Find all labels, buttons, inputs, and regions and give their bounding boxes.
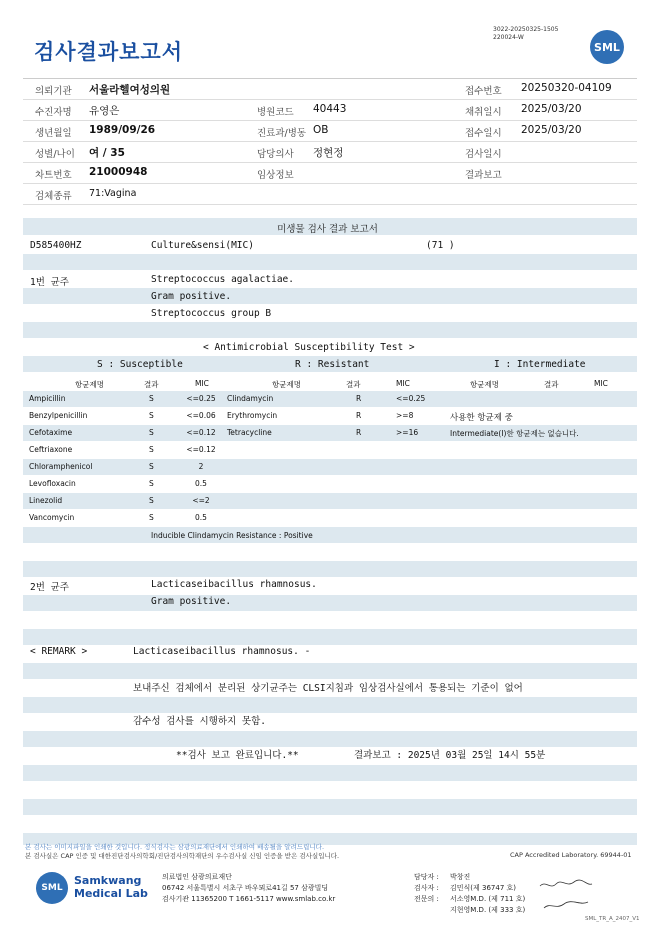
antibiotic-mic: 0.5	[195, 479, 207, 488]
label-specimen: 검체종류	[35, 191, 72, 202]
antibiotic-result: S	[149, 496, 154, 505]
staff-name: 김민식(제 36747 호)	[450, 884, 516, 892]
value-patient-name: 유영은	[89, 105, 120, 117]
antibiotic-name: Benzylpenicillin	[29, 411, 88, 420]
antibiotic-mic: <=0.12	[186, 445, 216, 454]
header-row	[23, 184, 637, 205]
header-antibiotic: 항균제명	[75, 380, 104, 389]
label-report-date: 결과보고	[465, 170, 502, 181]
organism-2-gram: Gram positive.	[151, 596, 232, 607]
test-name: Culture&sensi(MIC)	[151, 240, 254, 251]
antibiotic-name: Chloramphenicol	[29, 462, 93, 471]
document-code-line: 3022-20250325-1505	[493, 26, 559, 33]
antibiotic-name: Erythromycin	[227, 411, 278, 420]
label-patient-name: 수진자명	[35, 107, 72, 118]
antibiotic-name: Clindamycin	[227, 394, 274, 403]
antibiotic-mic: <=0.06	[186, 411, 216, 420]
header-row	[23, 100, 637, 121]
header-result: 결과	[346, 380, 361, 389]
stripe	[23, 493, 637, 509]
value-receipt-date: 2025/03/20	[521, 124, 582, 136]
antibiotic-mic: <=0.25	[186, 394, 216, 403]
value-institution: 서울라헬여성의원	[89, 84, 171, 96]
org-name: 의료법인 삼광의료재단	[162, 873, 232, 881]
org-contact: 검사기관 11365200 T 1661-5117 www.smlab.co.kr	[162, 895, 336, 903]
cap-accreditation: CAP Accredited Laboratory. 69944-01	[510, 851, 632, 859]
label-hospital-code: 병원코드	[257, 107, 294, 118]
stripe	[23, 288, 637, 304]
header-result: 결과	[544, 380, 559, 389]
label-chart-no: 차트번호	[35, 170, 72, 181]
stripe	[23, 391, 637, 407]
header-mic: MIC	[594, 379, 608, 388]
ast-note-2: Intermediate(I)한 항균제는 없습니다.	[450, 429, 579, 438]
stripe	[23, 527, 637, 543]
antibiotic-mic: <=0.12	[186, 428, 216, 437]
label-test-date: 검사일시	[465, 149, 502, 160]
org-address: 06742 서울특별시 서초구 바우뫼로41길 57 삼광빌딩	[162, 884, 329, 892]
header-result: 결과	[144, 380, 159, 389]
label-doctor: 담당의사	[257, 149, 294, 160]
antibiotic-result: S	[149, 411, 154, 420]
legend-intermediate: I : Intermediate	[494, 359, 586, 370]
antibiotic-name: Cefotaxime	[29, 428, 73, 437]
stripe	[23, 459, 637, 475]
antibiotic-result: S	[149, 428, 154, 437]
inducible-clindamycin: Inducible Clindamycin Resistance : Positive	[151, 531, 313, 540]
stripe	[23, 254, 637, 270]
ast-note-1: 사용한 항균제 중	[450, 413, 513, 423]
header-antibiotic: 항균제명	[470, 380, 499, 389]
staff-name: 서소영M.D. (제 711 호)	[450, 895, 526, 903]
header-row	[23, 79, 637, 100]
notice-image-copy: 본 검사는 이미지파일을 인쇄한 것입니다. 정식검사는 삼광의료재단에서 인쇄하여 배송될을 알려드립니다.	[25, 843, 325, 851]
remark-line-2: 감수성 검사를 시행하지 못함.	[133, 716, 267, 727]
antibiotic-name: Vancomycin	[29, 513, 75, 522]
document-code	[493, 26, 558, 42]
antibiotic-mic: 0.5	[195, 513, 207, 522]
handwritten-signature	[536, 876, 596, 916]
footer-brand	[74, 874, 148, 900]
staff-name: 지현영M.D. (제 333 호)	[450, 906, 526, 914]
antibiotic-result: S	[149, 445, 154, 454]
antibiotic-mic: >=16	[396, 428, 419, 437]
page-title: 검사결과보고서	[34, 40, 184, 64]
value-receipt-no: 20250320-04109	[521, 82, 612, 94]
section-title: 미생물 검사 결과 보고서	[277, 224, 378, 235]
antibiotic-mic: >=8	[396, 411, 414, 420]
remark-organism: Lacticaseibacillus rhamnosus. -	[133, 646, 311, 657]
stripe	[23, 595, 637, 611]
stripe	[23, 629, 637, 645]
antibiotic-name: Levofloxacin	[29, 479, 76, 488]
document-code-line: 220024-W	[493, 34, 524, 41]
organism-1-label: 1번 균주	[30, 277, 69, 288]
antibiotic-result: S	[149, 513, 154, 522]
label-sex-age: 성별/나이	[35, 149, 75, 160]
value-birthdate: 1989/09/26	[89, 124, 156, 136]
stripe	[23, 799, 637, 815]
stripe	[23, 322, 637, 338]
stripe	[23, 731, 637, 747]
antibiotic-result: R	[356, 411, 362, 420]
value-specimen: 71:Vagina	[89, 188, 137, 199]
brand-line: Medical Lab	[74, 887, 148, 900]
report-time: 결과보고 : 2025년 03월 25일 14시 55분	[354, 750, 546, 761]
organism-2-name: Lacticaseibacillus rhamnosus.	[151, 579, 317, 590]
legend-resistant: R : Resistant	[295, 359, 370, 370]
label-clinical-info: 임상정보	[257, 170, 294, 181]
value-doctor: 정현정	[313, 147, 344, 159]
antibiotic-result: R	[356, 394, 362, 403]
antibiotic-name: Tetracycline	[227, 428, 272, 437]
antibiotic-name: Ampicillin	[29, 394, 66, 403]
value-sex-age: 여 / 35	[89, 147, 125, 159]
test-code: D585400HZ	[30, 240, 82, 251]
header-row	[23, 121, 637, 142]
form-code: SML_TR_A_2407_V1	[585, 916, 640, 922]
completion-message: **검사 보고 완료입니다.**	[176, 750, 299, 761]
label-receipt-date: 접수일시	[465, 128, 502, 139]
remark-line-1: 보내주신 검체에서 분리된 상기균주는 CLSI지침과 임상검사실에서 통용되는 기준이 없어	[133, 683, 523, 694]
staff-role: 검사자 :	[414, 884, 439, 892]
ast-title: < Antimicrobial Susceptibility Test >	[203, 342, 415, 353]
sml-logo: SML	[590, 30, 624, 64]
antibiotic-mic: 2	[198, 462, 204, 471]
notice-accreditation: 본 검사실은 CAP 인증 및 대한진단검사의학회/진단검사의학재단의 우수검사실 신임 인증을 받은 검사실입니다.	[25, 852, 340, 860]
value-department: OB	[313, 124, 329, 136]
value-chart-no: 21000948	[89, 166, 148, 178]
header-mic: MIC	[396, 379, 410, 388]
label-collection-date: 채취일시	[465, 107, 502, 118]
antibiotic-mic: <=2	[192, 496, 210, 505]
stripe	[23, 663, 637, 679]
value-hospital-code: 40443	[313, 103, 347, 115]
antibiotic-result: S	[149, 462, 154, 471]
header-row	[23, 142, 637, 163]
antibiotic-mic: <=0.25	[396, 394, 426, 403]
staff-role: 담당자 :	[414, 873, 439, 881]
value-collection-date: 2025/03/20	[521, 103, 582, 115]
label-birthdate: 생년월일	[35, 128, 72, 139]
brand-line: Samkwang	[74, 874, 142, 887]
stripe	[23, 561, 637, 577]
organism-1-name: Streptococcus agalactiae.	[151, 274, 294, 285]
organism-2-label: 2번 균주	[30, 582, 69, 593]
staff-name: 박창진	[450, 873, 471, 881]
antibiotic-result: S	[149, 394, 154, 403]
stripe	[23, 697, 637, 713]
label-department: 진료과/병동	[257, 128, 307, 139]
antibiotic-result: R	[356, 428, 362, 437]
organism-1-gram: Gram positive.	[151, 291, 232, 302]
header-row	[23, 163, 637, 184]
stripe	[23, 765, 637, 781]
antibiotic-result: S	[149, 479, 154, 488]
label-institution: 의뢰기관	[35, 86, 72, 97]
remark-label: < REMARK >	[30, 646, 88, 657]
legend-susceptible: S : Susceptible	[97, 359, 183, 370]
header-mic: MIC	[195, 379, 209, 388]
header-antibiotic: 항균제명	[272, 380, 301, 389]
organism-1-group: Streptococcus group B	[151, 308, 272, 319]
antibiotic-name: Ceftriaxone	[29, 445, 73, 454]
footer-sml-logo: SML	[36, 872, 68, 904]
test-number: (71 )	[426, 240, 455, 251]
antibiotic-name: Linezolid	[29, 496, 63, 505]
staff-role: 전문의 :	[414, 895, 439, 903]
label-receipt-no: 접수번호	[465, 86, 502, 97]
